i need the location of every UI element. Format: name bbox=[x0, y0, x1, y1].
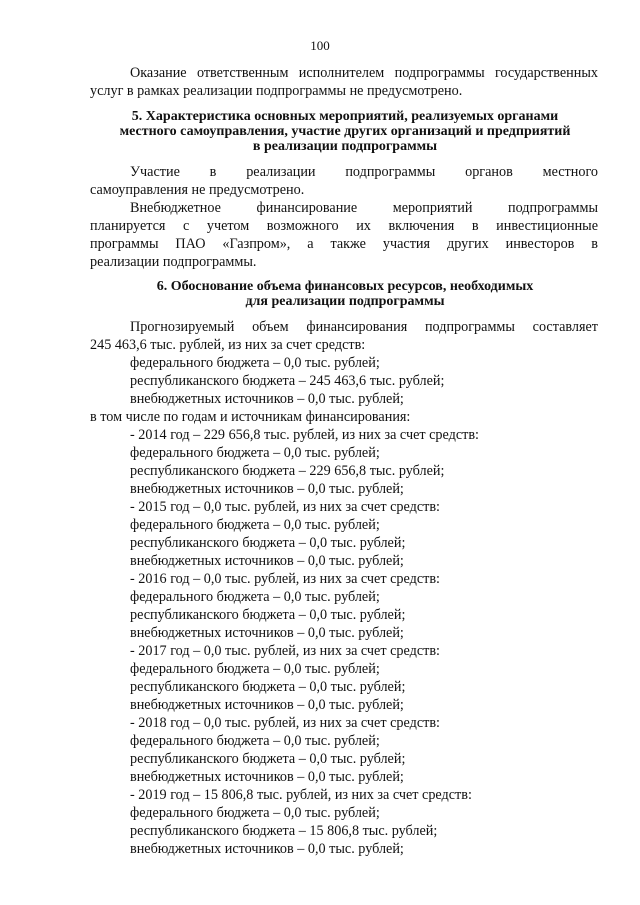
section-6-text-line: Прогнозируемый объем финансирования подпрограммы составляет bbox=[130, 319, 598, 335]
section-6-text-line: республиканского бюджета – 229 656,8 тыс. рублей; bbox=[130, 463, 445, 479]
section-6-text-line: федерального бюджета – 0,0 тыс. рублей; bbox=[130, 445, 380, 461]
section-6-text-line: внебюджетных источников – 0,0 тыс. рублей; bbox=[130, 625, 404, 641]
year-line: - 2015 год – 0,0 тыс. рублей, из них за счет средств: bbox=[130, 499, 440, 515]
section-6-text-line: внебюджетных источников – 0,0 тыс. рублей; bbox=[130, 553, 404, 569]
section-6-text-line: республиканского бюджета – 0,0 тыс. рублей; bbox=[130, 535, 406, 551]
section-6-text-line: федерального бюджета – 0,0 тыс. рублей; bbox=[130, 355, 380, 371]
year-line: - 2018 год – 0,0 тыс. рублей, из них за счет средств: bbox=[130, 715, 440, 731]
section-6-text-line: 245 463,6 тыс. рублей, из них за счет средств: bbox=[90, 337, 366, 353]
section-6-text-line: в том числе по годам и источникам финансирования: bbox=[90, 409, 411, 425]
section-5-text-line: планируется с учетом возможного их включения в инвестиционные bbox=[90, 218, 598, 234]
section-6-heading-line: 6. Обоснование объема финансовых ресурсов, необходимых bbox=[156, 279, 534, 294]
page-number: 100 bbox=[310, 38, 330, 53]
section-5-heading-line: в реализации подпрограммы bbox=[252, 139, 438, 154]
section-5-text-line: Внебюджетное финансирование мероприятий подпрограммы bbox=[130, 200, 598, 216]
section-6-text-line: внебюджетных источников – 0,0 тыс. рублей; bbox=[130, 391, 404, 407]
year-line: - 2017 год – 0,0 тыс. рублей, из них за счет средств: bbox=[130, 643, 440, 659]
section-6-text-line: федерального бюджета – 0,0 тыс. рублей; bbox=[130, 805, 380, 821]
section-6-text-line: федерального бюджета – 0,0 тыс. рублей; bbox=[130, 733, 380, 749]
intro-line: услуг в рамках реализации подпрограммы не предусмотрено. bbox=[90, 83, 463, 99]
year-line: - 2019 год – 15 806,8 тыс. рублей, из них за счет средств: bbox=[130, 787, 472, 803]
section-6-text-line: внебюджетных источников – 0,0 тыс. рублей; bbox=[130, 697, 404, 713]
section-6-text-line: внебюджетных источников – 0,0 тыс. рублей; bbox=[130, 769, 404, 785]
section-6-text-line: федерального бюджета – 0,0 тыс. рублей; bbox=[130, 661, 380, 677]
section-5-text-line: реализации подпрограммы. bbox=[90, 254, 257, 270]
section-6-text-line: федерального бюджета – 0,0 тыс. рублей; bbox=[130, 589, 380, 605]
section-6-text-line: внебюджетных источников – 0,0 тыс. рублей; bbox=[130, 841, 404, 857]
section-5-heading-line: местного самоуправления, участие других организаций и предприятий bbox=[119, 124, 571, 139]
section-5-text-line: Участие в реализации подпрограммы органов местного bbox=[130, 164, 598, 180]
section-6-text-line: республиканского бюджета – 0,0 тыс. рублей; bbox=[130, 607, 406, 623]
year-line: - 2016 год – 0,0 тыс. рублей, из них за счет средств: bbox=[130, 571, 440, 587]
section-6-text-line: республиканского бюджета – 0,0 тыс. рублей; bbox=[130, 679, 406, 695]
section-6-text-line: федерального бюджета – 0,0 тыс. рублей; bbox=[130, 517, 380, 533]
section-6-text-line: республиканского бюджета – 245 463,6 тыс. рублей; bbox=[130, 373, 445, 389]
intro-line: Оказание ответственным исполнителем подпрограммы государственных bbox=[130, 65, 598, 81]
section-5-text-line: программы ПАО «Газпром», а также участия других инвесторов в bbox=[90, 236, 598, 252]
section-6-text-line: внебюджетных источников – 0,0 тыс. рублей; bbox=[130, 481, 404, 497]
section-6-text-line: республиканского бюджета – 15 806,8 тыс. рублей; bbox=[130, 823, 438, 839]
section-6-text-line: республиканского бюджета – 0,0 тыс. рублей; bbox=[130, 751, 406, 767]
section-6-heading-line: для реализации подпрограммы bbox=[245, 294, 445, 309]
section-5-heading-line: 5. Характеристика основных мероприятий, реализуемых органами bbox=[131, 109, 559, 124]
year-line: - 2014 год – 229 656,8 тыс. рублей, из них за счет средств: bbox=[130, 427, 479, 443]
section-5-text-line: самоуправления не предусмотрено. bbox=[90, 182, 305, 198]
